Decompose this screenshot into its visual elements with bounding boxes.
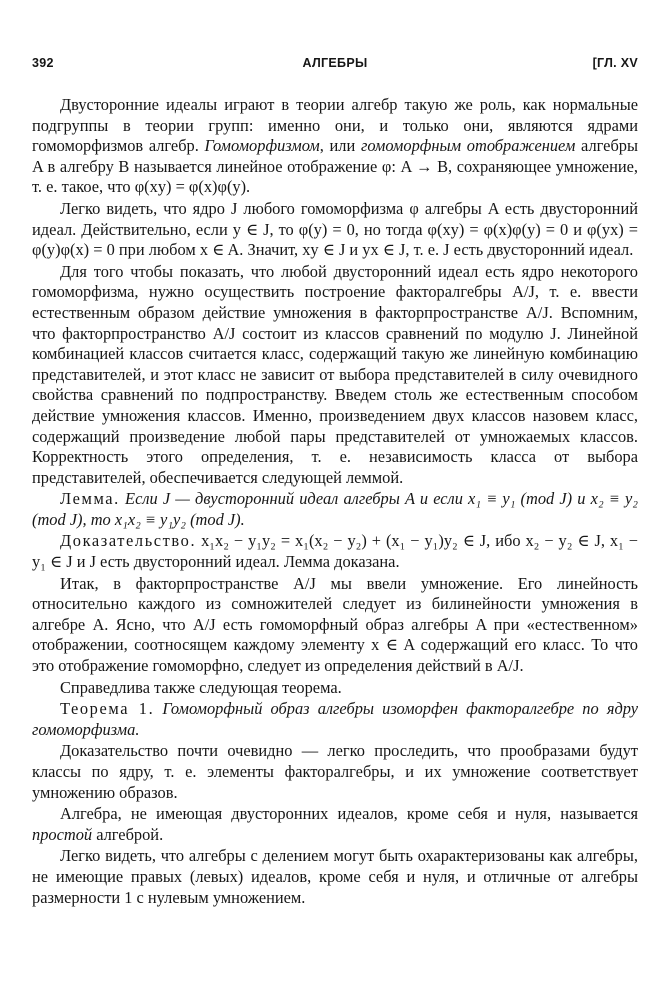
proof-text: x₁x₂ − y₁y₂ = x₁(x₂ − y₂) + (x₁ − y₁)y₂ ∈ J, ибо x₂ − y₂ ∈ J, x₁ − y₁ ∈ J и J есть двусторонний идеал. Лемма доказана. [32, 531, 638, 572]
running-header [32, 56, 638, 78]
proof-label: Доказательство. [60, 531, 197, 551]
paragraph-quotient-algebra: Для того чтобы показать, что любой двусторонний идеал есть ядро некоторого гомоморфизма, нужно осуществить построение факторалгебры A/J, т. е. ввести естественным образом действие умножения в факторпространстве A/J. Вспомним, что факторпространство A/J состоит из классов сравнений по модулю J. Линейной комбинацией классов считается класс, содержащий такую же линейную комбинацию представителей, и этот класс не зависит от выбора представителей в силу очевидного свойства сравнений по подпространству. Введем столь же естественным способом действие умножения классов. Именно, произведением двух классов назовем класс, содержащий произведение любой пары представителей от умножаемых классов. Корректность этого определения, т. е. независимость класса от выбора представителей, обеспечивается следующей леммой. [32, 261, 638, 487]
page-body [32, 95, 638, 908]
running-title: АЛГЕБРЫ [302, 56, 368, 70]
theorem [32, 699, 638, 740]
paragraph-division-algebras: Легко видеть, что алгебры с делением могут быть охарактеризованы как алгебры, не имеющие правых (левых) идеалов, кроме себя и нуля, и отличные от алгебры размерности 1 с нулевым умножением. [32, 846, 638, 907]
paragraph-homomorphism-definition: Двусторонние идеалы играют в теории алгебр такую же роль, как нормальные подгруппы в теории групп: именно они, и только они, являются ядрами гомоморфизмов алгебр. Гомоморфизмом, или гомоморфным отображением алгебры A в алгебру B называется линейное отображение φ: A → B, сохраняющее умножение, т. е. такое, что φ(xy) = φ(x)φ(y). [32, 95, 638, 197]
paragraph-theorem-intro: Справедлива также следующая теорема. [60, 677, 342, 697]
chapter-label: [ГЛ. XV [592, 56, 638, 70]
page-number: 392 [32, 56, 54, 70]
theorem-statement: Гомоморфный образ алгебры изоморфен факторалгебре по ядру гомоморфизма. [32, 699, 638, 739]
paragraph-multiplication: Итак, в факторпространстве A/J мы ввели умножение. Его линейность относительно каждого из сомножителей следует из билинейности умножения в алгебре A. Ясно, что A/J есть гомоморфный образ алгебры A при «естественном» отображении, соотносящем каждому элементу x ∈ A содержащий его класс. То что это отображение гомоморфно, следует из определения действий в A/J. [32, 573, 638, 676]
lemma-statement: Если J — двусторонний идеал алгебры A и если x₁ ≡ y₁ (mod J) и x₂ ≡ y₂ (mod J), то x₁x₂ ≡ y₁y₂ (mod J). [32, 489, 638, 529]
lemma-label: Лемма. [60, 489, 120, 509]
paragraph-theorem-proof: Доказательство почти очевидно — легко проследить, что прообразами будут классы по ядру, т. е. элементы факторалгебры, и их умножение соответствует умножению образов. [32, 741, 638, 802]
lemma [32, 489, 638, 530]
book-page [32, 56, 638, 908]
theorem-label: Теорема 1. [60, 699, 155, 719]
paragraph-simple-algebra: Алгебра, не имеющая двусторонних идеалов, кроме себя и нуля, называется простой алгеброй. [32, 804, 638, 844]
paragraph-kernel-ideal: Легко видеть, что ядро J любого гомоморфизма φ алгебры A есть двусторонний идеал. Действительно, если y ∈ J, то φ(y) = 0, но тогда φ(xy) = φ(x)φ(y) = 0 и φ(yx) = φ(y)φ(x) = 0 при любом x ∈ A. Значит, xy ∈ J и yx ∈ J, т. е. J есть двусторонний идеал. [32, 198, 638, 260]
term-homomorphism: Гомоморфизмом [204, 136, 320, 156]
term-simple: простой [32, 824, 93, 844]
term-homomorphic-mapping: гомоморфным отображением [360, 136, 576, 156]
proof [32, 531, 638, 572]
